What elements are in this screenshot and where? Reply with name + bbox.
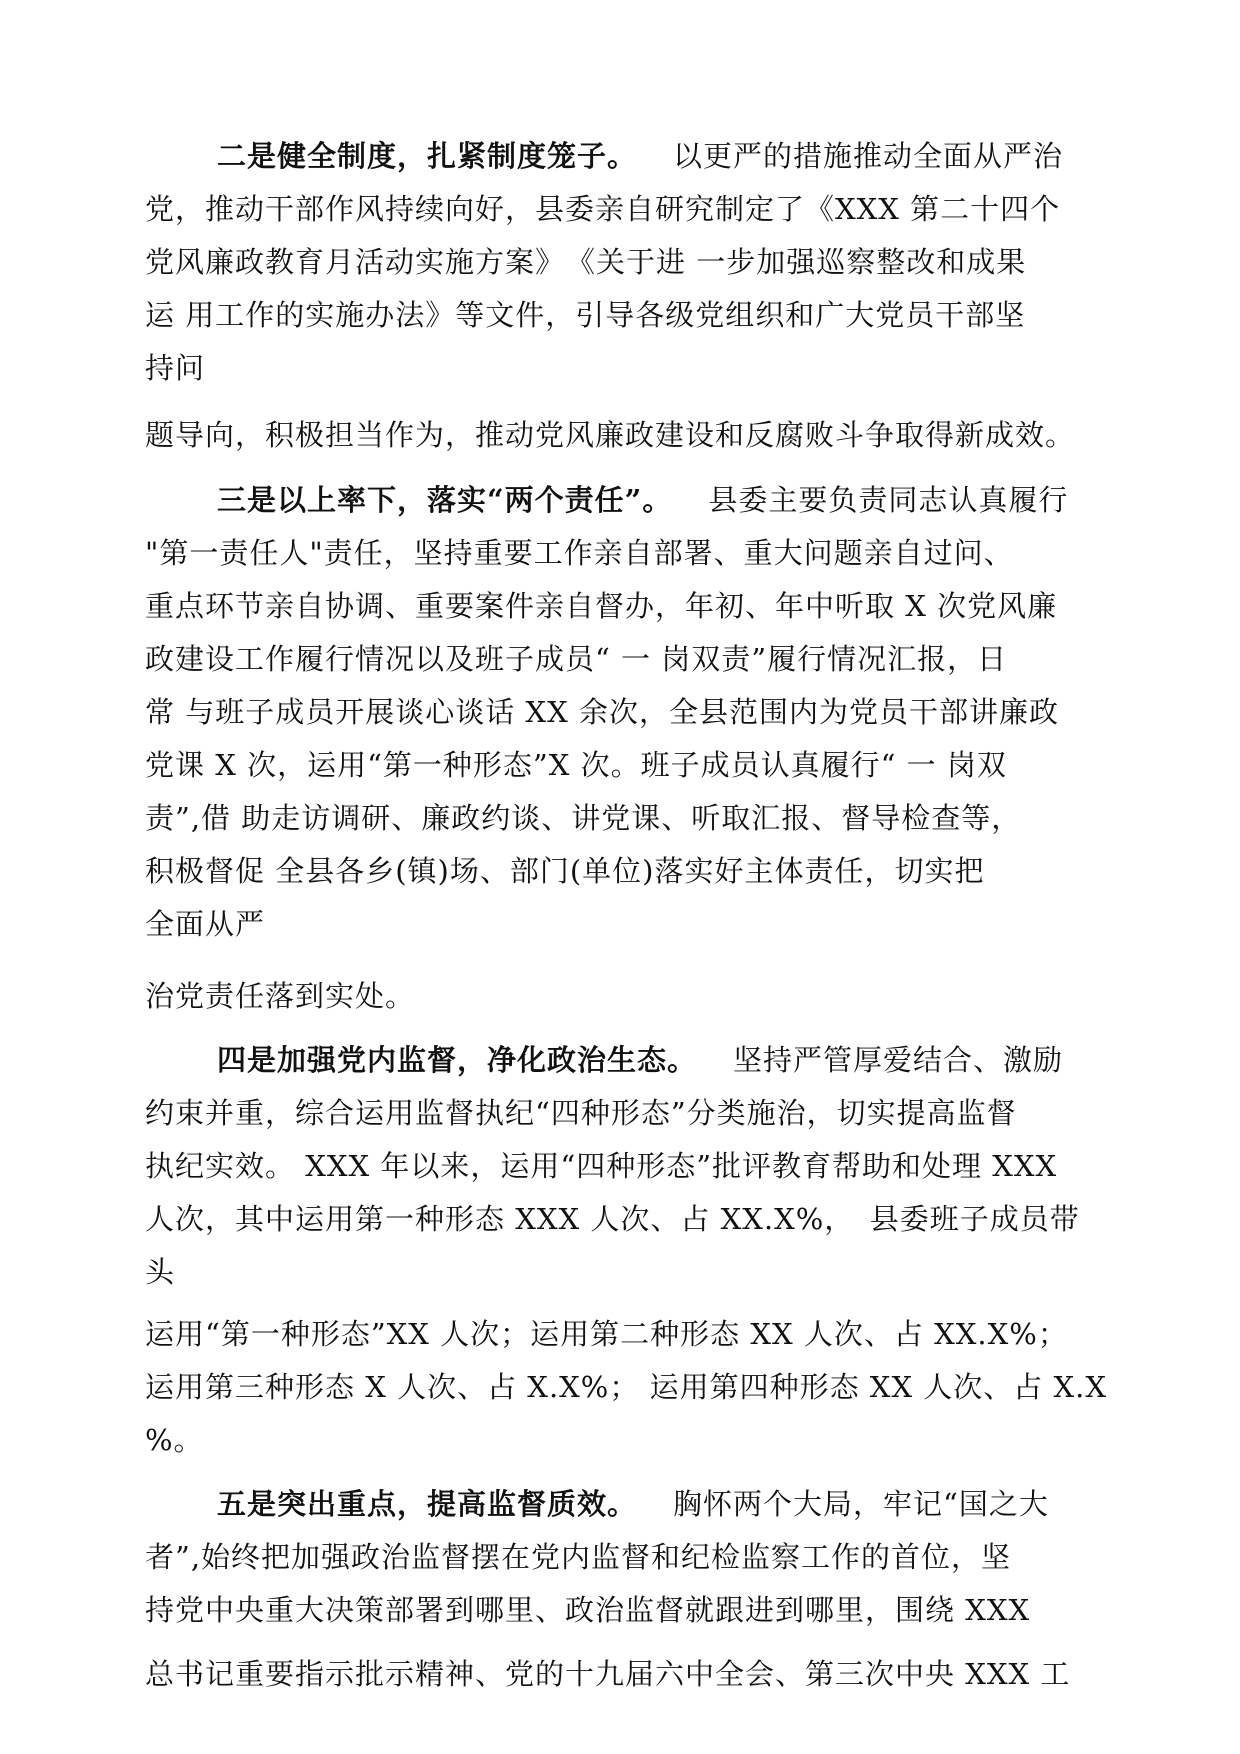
text-line: 题导向，积极担当作为，推动党风廉政建设和反腐败斗争取得新成效。	[145, 418, 1076, 452]
paragraph-focus	[145, 1478, 1105, 1637]
paragraph-continuation	[145, 1648, 1105, 1701]
text-line: 责”,借 助走访调研、廉政约谈、讲党课、听取汇报、督导检查等，	[145, 801, 1022, 835]
text-line: 头	[145, 1255, 176, 1289]
text-line: 约束并重，综合运用监督执纪“四种形态”分类施治，切实提高监督	[145, 1096, 1017, 1130]
text-line: 二是健全制度，扎紧制度笼子。 以更严的措施推动全面从严治	[217, 139, 1064, 173]
paragraph-heading: 四是加强党内监督，净化政治生态。	[217, 1043, 698, 1077]
text-line: 三是以上率下，落实“两个责任”。 县委主要负责同志认真履行	[217, 483, 1069, 517]
text-line: 全面从严	[145, 907, 266, 941]
text-line: 重点环节亲自协调、重要案件亲自督办，年初、年中听取 X 次党风廉	[145, 589, 1058, 623]
paragraph-heading: 五是突出重点，提高监督质效。	[217, 1487, 638, 1521]
paragraph-system	[145, 130, 1105, 395]
text-line: 治党责任落到实处。	[145, 979, 416, 1013]
text-line: 党，推动干部作风持续向好，县委亲自研究制定了《XXX 第二十四个	[145, 192, 1061, 226]
text-line: 五是突出重点，提高监督质效。 胸怀两个大局，牢记“国之大	[217, 1487, 1049, 1521]
paragraph-responsibility	[145, 474, 1105, 951]
text-line: 持党中央重大决策部署到哪里、政治监督就跟进到哪里，围绕 XXX	[145, 1593, 1031, 1627]
text-line: 常 与班子成员开展谈心谈话 XX 余次，全县范围内为党员干部讲廉政	[145, 695, 1059, 729]
text-line: 执纪实效。 XXX 年以来，运用“四种形态”批评教育帮助和处理 XXX	[145, 1149, 1058, 1183]
text-line: 政建设工作履行情况以及班子成员“ 一 岗双责”履行情况汇报，日	[145, 642, 1008, 676]
paragraph-continuation	[145, 409, 1105, 462]
text-line: "第一责任人"责任，坚持重要工作亲自部署、重大问题亲自过问、	[145, 536, 1014, 570]
text-line: 持问	[145, 351, 206, 385]
paragraph-continuation	[145, 1308, 1108, 1467]
text-line: 总书记重要指示批示精神、党的十九届六中全会、第三次中央 XXX 工	[145, 1657, 1071, 1691]
paragraph-heading: 二是健全制度，扎紧制度笼子。	[217, 139, 638, 173]
text-line: 四是加强党内监督，净化政治生态。 坚持严管厚爱结合、激励	[217, 1043, 1064, 1077]
text-line: 党风廉政教育月活动实施方案》 《关于进 一步加强巡察整改和成果	[145, 245, 1027, 279]
text-line: %。	[145, 1423, 204, 1457]
paragraph-heading: 三是以上率下，落实“两个责任”。	[217, 483, 673, 517]
text-line: 运用第三种形态 X 人次、占 X.X%； 运用第四种形态 XX 人次、占 X.X	[145, 1370, 1108, 1404]
text-line: 积极督促 全县各乡(镇)场、部门(单位)落实好主体责任，切实把	[145, 854, 985, 888]
paragraph-supervision	[145, 1034, 1105, 1299]
text-line: 者”,始终把加强政治监督摆在党内监督和纪检监察工作的首位，坚	[145, 1540, 1012, 1574]
text-line: 运 用工作的实施办法》等文件，引导各级党组织和广大党员干部坚	[145, 298, 1026, 332]
text-line: 人次，其中运用第一种形态 XXX 人次、占 XX.X%， 县委班子成员带	[145, 1202, 1080, 1236]
paragraph-continuation	[145, 970, 1105, 1023]
text-line: 党课 X 次，运用“第一种形态”X 次。班子成员认真履行“ 一 岗双	[145, 748, 1007, 782]
text-line: 运用“第一种形态”XX 人次；运用第二种形态 XX 人次、占 XX.X%；	[145, 1317, 1068, 1351]
